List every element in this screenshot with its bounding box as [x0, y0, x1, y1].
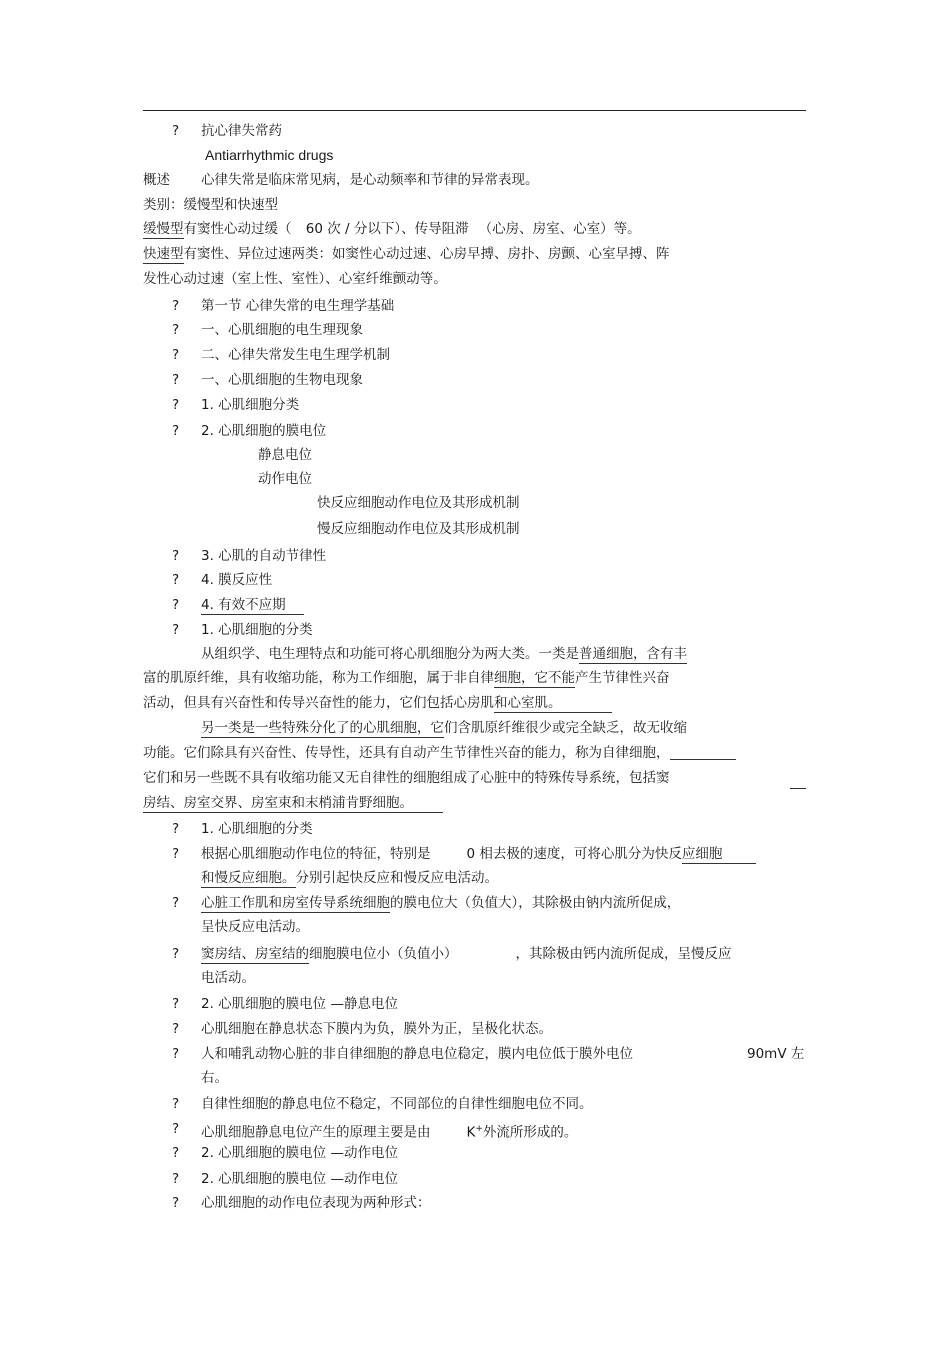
outline-item: 1. 心肌细胞的分类 — [201, 622, 313, 638]
para1-text: 富的肌原纤维，具有收缩功能，称为工作细胞，属于非自律 — [143, 670, 494, 686]
outline-item: 一、心肌细胞的电生理现象 — [201, 322, 363, 338]
slow-type-term: 缓慢型 — [143, 221, 184, 237]
overview-text: 心律失常是临床常见病，是心动频率和节律的异常表现。 — [201, 172, 539, 188]
page-title: 抗心律失常药 — [201, 123, 282, 139]
outline-item: 4. 膜反应性 — [201, 572, 273, 588]
bullet: ? — [172, 946, 180, 962]
bullet: ? — [172, 846, 180, 862]
list-item-text: 0 相去极的速度，可将心肌分为快反 — [466, 846, 682, 862]
underline-blank — [790, 774, 806, 789]
bullet: ? — [172, 1096, 180, 1112]
outline-item: 第一节 心律失常的电生理学基础 — [201, 298, 395, 314]
header-rule — [143, 110, 806, 111]
page-subtitle: Antiarrhythmic drugs — [205, 147, 334, 163]
outline-item — [201, 596, 304, 614]
list-item-cont: 电活动。 — [201, 970, 255, 986]
bullet: ? — [172, 372, 180, 388]
para2-line2 — [143, 744, 736, 762]
bullet: ? — [172, 548, 180, 564]
para1-underlined: 和心室肌。 — [494, 695, 612, 713]
slow-type-sites: （心房、房室、心室）等。 — [478, 221, 641, 237]
para1-text: 从组织学、电生理特点和功能可将心肌细胞分为两大类。一类是 — [201, 646, 579, 662]
slow-type-text: 有窦性心动过缓（ — [183, 221, 292, 237]
para1-text: 产生节律性兴奋 — [575, 670, 670, 686]
list-item-underlined: 应细胞 — [682, 846, 757, 864]
list-item — [201, 945, 732, 963]
fast-type-text: 有窦性、异位过速两类：如窦性心动过速、心房早搏、房扑、房颤、心室早搏、阵 — [183, 246, 670, 262]
sub-item: 动作电位 — [258, 471, 312, 487]
ion-charge: + — [475, 1124, 483, 1134]
para2-line4 — [143, 794, 443, 812]
outline-item: 1. 心肌细胞分类 — [201, 397, 300, 413]
bullet: ? — [172, 347, 180, 363]
bullet: ? — [172, 322, 180, 338]
bullet: ? — [172, 1021, 180, 1037]
para2-line1 — [201, 719, 687, 737]
underline-blank — [670, 745, 736, 760]
list-item: 人和哺乳动物心脏的非自律细胞的静息电位稳定，膜内电位低于膜外电位 — [201, 1046, 633, 1062]
list-item — [201, 894, 680, 912]
slow-type-line — [143, 220, 641, 238]
bullet: ? — [172, 298, 180, 314]
list-item: 心肌细胞的动作电位表现为两种形式： — [201, 1195, 431, 1211]
bullet: ? — [172, 1171, 180, 1187]
list-item-underlined: 和慢反应细胞。 — [201, 870, 296, 886]
list-item — [201, 845, 756, 863]
list-item: 2. 心肌细胞的膜电位 —动作电位 — [201, 1145, 398, 1161]
list-item-text: 分别引起快反应和慢反应电活动。 — [295, 870, 498, 886]
outline-item: 3. 心肌的自动节律性 — [201, 548, 327, 564]
bullet: ? — [172, 1195, 180, 1211]
outline-item: 2. 心肌细胞的膜电位 — [201, 423, 327, 439]
list-item-text: 细胞膜电位小（负值小） — [309, 946, 458, 962]
outline-item: 二、心律失常发生电生理学机制 — [201, 347, 390, 363]
bullet: ? — [172, 423, 180, 439]
fast-type-line-2: 发性心动过速（室上性、室性）、心室纤维颤动等。 — [143, 271, 447, 287]
para1-line1 — [201, 645, 687, 663]
outline-item-underlined: 4. 有效不应期 — [201, 597, 304, 615]
sub-sub-item: 快反应细胞动作电位及其形成机制 — [317, 495, 520, 511]
list-item: 2. 心肌细胞的膜电位 —动作电位 — [201, 1171, 398, 1187]
para1-text: 活动，但具有兴奋性和传导兴奋性的能力，它们包括心房肌 — [143, 695, 494, 711]
types-line: 类别：缓慢型和快速型 — [143, 197, 278, 213]
bullet: ? — [172, 397, 180, 413]
bullet: ? — [172, 1121, 180, 1137]
list-item-cont: 呈快反应电活动。 — [201, 919, 309, 935]
sub-sub-item: 慢反应细胞动作电位及其形成机制 — [317, 521, 520, 537]
para1-line3 — [143, 694, 612, 712]
para2-underlined: 另一类是一些特殊分化了的心肌细胞，它 — [201, 720, 444, 736]
overview-label: 概述 — [143, 172, 170, 188]
bullet: ? — [172, 996, 180, 1012]
sub-item: 静息电位 — [258, 447, 312, 463]
para2-text: 功能。它们除具有兴奋性、传导性，还具有自动产生节律性兴奋的能力，称为自律细胞， — [143, 745, 670, 761]
para2-line3 — [143, 769, 670, 787]
fast-type-term: 快速型 — [143, 246, 184, 262]
list-item: 心肌细胞在静息状态下膜内为负，膜外为正，呈极化状态。 — [201, 1021, 552, 1037]
bullet: ? — [172, 572, 180, 588]
para1-underlined: 细胞，它不能 — [494, 670, 575, 686]
list-item: 1. 心肌细胞的分类 — [201, 821, 313, 837]
list-item: 自律性细胞的静息电位不稳定，不同部位的自律性细胞电位不同。 — [201, 1096, 593, 1112]
ion-symbol: K — [466, 1124, 476, 1141]
list-item-text: 心肌细胞静息电位产生的原理主要是由 — [201, 1124, 431, 1141]
bullet: ? — [172, 1145, 180, 1161]
bullet: ? — [172, 1046, 180, 1062]
list-item-cont: 右。 — [201, 1070, 228, 1086]
fast-type-line — [143, 245, 670, 263]
list-item-cont — [201, 869, 498, 887]
list-item — [201, 1120, 577, 1142]
list-item-value: 90mV 左 — [747, 1046, 805, 1062]
list-item: 2. 心肌细胞的膜电位 —静息电位 — [201, 996, 398, 1012]
para2-text: 们含肌原纤维很少或完全缺乏，故无收缩 — [444, 720, 687, 736]
list-item-underlined: 窦房结、房室结的 — [201, 946, 309, 962]
para2-underlined: 房结、房室交界、房室束和末梢浦肯野细胞。 — [143, 795, 443, 813]
list-item-underlined: 心脏工作肌和房室传导系统细胞 — [201, 895, 390, 911]
para2-text: 它们和另一些既不具有收缩功能又无自律性的细胞组成了心脏中的特殊传导系统，包括窦 — [143, 770, 670, 786]
list-item-text: 的膜电位大（负值大），其除极由钠内流所促成， — [390, 895, 681, 911]
para1-line2 — [143, 669, 670, 687]
bullet: ? — [172, 821, 180, 837]
bullet: ? — [172, 123, 180, 139]
slow-type-rate: 60 次 / 分以下）、传导阻滞 — [305, 221, 469, 237]
list-item-text: 外流所形成的。 — [482, 1124, 578, 1141]
outline-item: 一、心肌细胞的生物电现象 — [201, 372, 363, 388]
para1-underlined: 普通细胞，含有丰 — [579, 646, 687, 662]
bullet: ? — [172, 895, 180, 911]
list-item-text: ，其除极由钙内流所促成，呈慢反应 — [515, 946, 732, 962]
bullet: ? — [172, 597, 180, 613]
list-item-text: 根据心肌细胞动作电位的特征，特别是 — [201, 846, 431, 862]
bullet: ? — [172, 622, 180, 638]
